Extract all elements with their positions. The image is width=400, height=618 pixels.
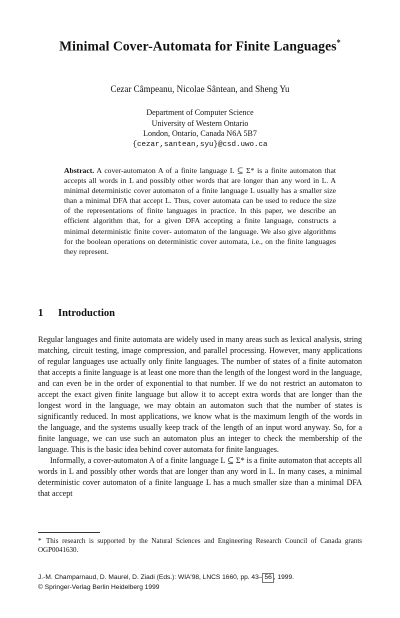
section-number: 1 <box>38 308 44 319</box>
abstract <box>64 166 336 257</box>
abstract-label: Abstract. <box>64 166 95 175</box>
affiliation-block <box>20 108 380 150</box>
footnote-rule <box>38 532 100 533</box>
section-title: Introduction <box>58 308 115 319</box>
title-text: Minimal Cover-Automata for Finite Languages <box>59 38 337 54</box>
title-footnote-mark: * <box>336 38 341 47</box>
colophon <box>38 573 362 592</box>
footnote-mark: * <box>38 537 42 545</box>
body-paragraph: Informally, a cover-automaton A of a finite language L ⊆ Σ* is a finite automaton that accepts all words in L and possibly other words that are longer than any word in L. In many cases, a minimal deterministic cover automaton of a finite language L has a much smaller size than a minimal DFA that accept <box>38 456 362 498</box>
affiliation-email: {cezar,santean,syu}@csd.uwo.ca <box>132 140 268 149</box>
paper-title <box>20 38 380 55</box>
section-heading <box>38 308 115 319</box>
abstract-text: A cover-automaton A of a finite language L ⊆ Σ* is a finite automaton that accepts all words in L and possibly other words that are longer than any word in L. A minimal deterministic cover automaton of a finite language L usually has a smaller size than a minimal DFA that accept L. Thus, cover automata can be used to reduce the size of the representations of finite languages in practice. In this paper, we describe an efficient algorithm that, for a given DFA accepting a finite language, constructs a minimal deterministic finite cover- automaton of the language. We also give algorithms for the boolean operations on deterministic cover automata, i.e., on the finite languages they represent. <box>64 166 336 256</box>
author-list: Cezar Câmpeanu, Nicolae Sântean, and Sheng Yu <box>110 84 290 94</box>
affiliation-university: University of Western Ontario <box>151 118 249 128</box>
body-text <box>38 334 362 499</box>
affiliation-address: London, Ontario, Canada N6A 5B7 <box>143 129 257 138</box>
copyright-line: © Springer-Verlag Berlin Heidelberg 1999 <box>38 584 160 591</box>
citation-year: , 1999. <box>273 574 294 581</box>
body-paragraph: Regular languages and finite automata are widely used in many areas such as lexical analysis, string matching, circuit testing, image compression, and parallel processing. However, many applications of regular languages use actually only finite languages. The number of states of a finite automaton that accepts a finite language is at least one more than the length of the longest word in the language, and can even be in the order of exponential to that number. If we do not restrict an automaton to accept the exact given finite language but allow it to accept extra words that are longer than the longest word in the language, we may obtain an automaton such that the number of states is significantly reduced. In most applications, we know what is the maximum length of the words in the language, and the systems usually keep track of the length of an input word anyway. So, for a finite language, we can use such an automaton plus an integer to check the membership of the language. This is the basic idea behind cover automata for finite languages. <box>38 335 362 454</box>
last-page-link[interactable]: 56 <box>264 574 272 581</box>
citation-line <box>38 573 362 583</box>
citation-text: J.-M. Champarnaud, D. Maurel, D. Ziadi (Eds.): WIA'98, LNCS 1660, pp. 43– <box>38 574 263 581</box>
footnote-text: This research is supported by the Natural Sciences and Engineering Research Council of Canada grants OGP0041630. <box>38 537 362 554</box>
affiliation-department: Department of Computer Science <box>146 108 254 117</box>
footnote <box>38 537 362 555</box>
